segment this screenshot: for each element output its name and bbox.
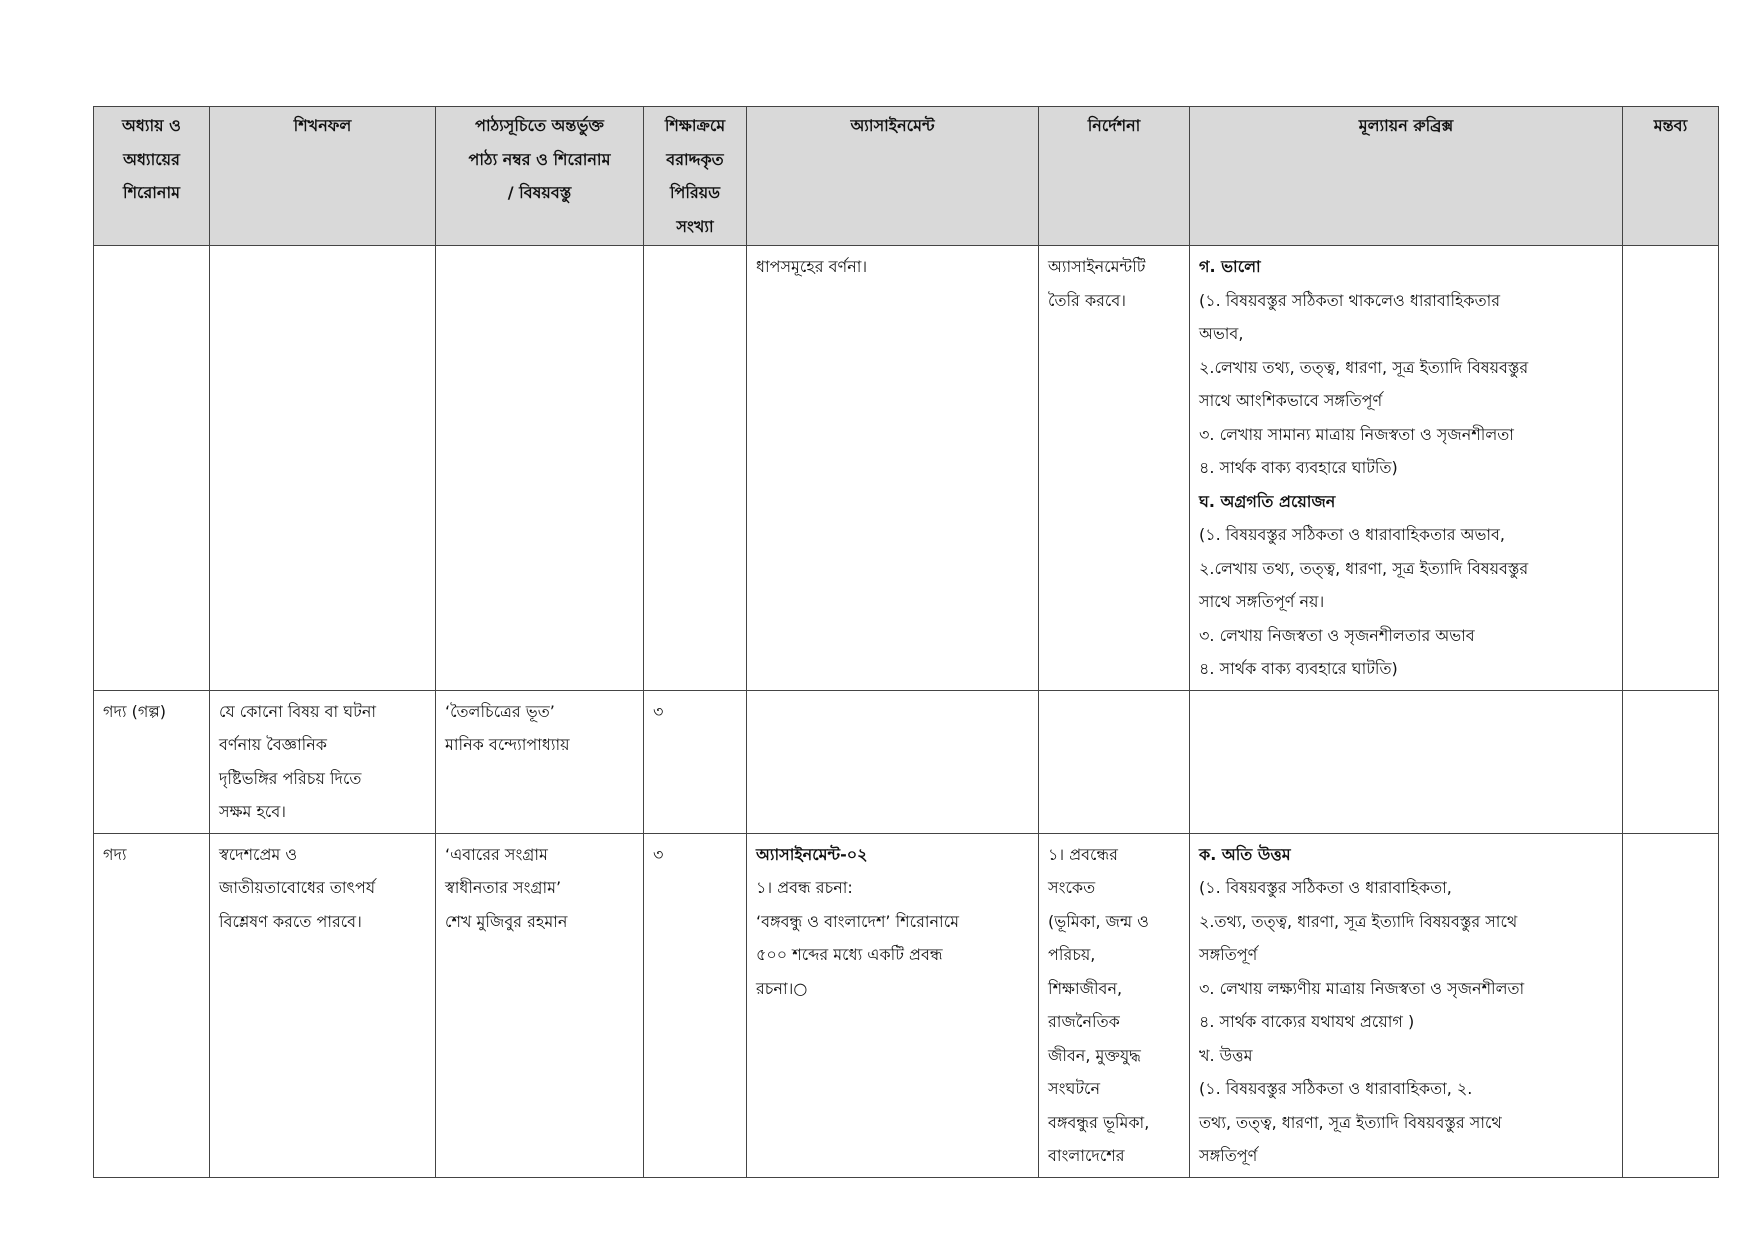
- periods-value: ৩: [653, 701, 664, 721]
- cell-rubric: [1190, 833, 1623, 1177]
- header-line: শিখনফল: [293, 116, 352, 135]
- content-line: ‘তৈলচিত্রের ভূত’: [445, 701, 555, 721]
- rubric-line: ২.লেখায় তথ্য, তত্ত্ব, ধারণা, সূত্র ইত্যাদি বিষয়বস্তুর: [1199, 558, 1529, 578]
- rubric-line: (১. বিষয়বস্তুর সঠিকতা ও ধারাবাহিকতার অভাব,: [1199, 525, 1506, 544]
- header-rubric: [1190, 107, 1623, 246]
- cell-instruction: [1039, 833, 1190, 1177]
- header-line: পিরিয়ড: [669, 183, 721, 202]
- rubric-line: ৩. লেখায় সামান্য মাত্রায় নিজস্বতা ও সৃজনশীলতা: [1199, 424, 1514, 444]
- header-line: সংখ্যা: [676, 216, 714, 236]
- outcome-line: জাতীয়তাবোধের তাৎপর্য: [219, 878, 376, 897]
- cell-outcome: [210, 690, 436, 833]
- table-row: [94, 690, 1719, 833]
- header-line: পাঠ্য নম্বর ও শিরোনাম: [468, 149, 611, 169]
- header-line: মূল্যায়ন রুব্রিক্স: [1358, 116, 1454, 135]
- rubric-line: অভাব,: [1199, 324, 1244, 343]
- instruction-line: রাজনৈতিক: [1048, 1012, 1120, 1031]
- header-instruction: [1039, 107, 1190, 246]
- instruction-line: (ভূমিকা, জন্ম ও: [1048, 911, 1149, 931]
- content-line: মানিক বন্দ্যোপাধ্যায়: [445, 735, 570, 754]
- cell-content: [436, 833, 644, 1177]
- header-line: বরাদ্দকৃত: [666, 149, 724, 169]
- instruction-line: বাংলাদেশের: [1048, 1146, 1125, 1165]
- cell-chapter: [94, 833, 210, 1177]
- rubric-line: ৪. সার্থক বাক্য ব্যবহারে ঘাটতি): [1199, 458, 1398, 477]
- rubric-line: (১. বিষয়বস্তুর সঠিকতা থাকলেও ধারাবাহিকতার: [1199, 290, 1501, 310]
- header-line: অ্যাসাইনমেন্ট: [850, 116, 935, 135]
- assignment-line: ধাপসমূহের বর্ণনা।: [756, 257, 868, 276]
- rubric-line: সঙ্গতিপূর্ণ: [1199, 1146, 1258, 1165]
- content-line: শেখ মুজিবুর রহমান: [445, 911, 568, 931]
- header-periods: [644, 107, 747, 246]
- instruction-line: সংঘটনে: [1048, 1079, 1101, 1098]
- rubric-line: তথ্য, তত্ত্ব, ধারণা, সূত্র ইত্যাদি বিষয়বস্তুর সাথে: [1199, 1112, 1502, 1132]
- cell-periods: [644, 833, 747, 1177]
- header-line: / বিষয়বস্তু: [507, 183, 572, 202]
- rubric-line: ২.তথ্য, তত্ত্ব, ধারণা, সূত্র ইত্যাদি বিষয়বস্তুর সাথে: [1199, 911, 1518, 931]
- rubric-line: ৪. সার্থক বাক্য ব্যবহারে ঘাটতি): [1199, 659, 1398, 678]
- cell-instruction: [1039, 246, 1190, 691]
- cell-remarks: [1623, 690, 1719, 833]
- cell-assignment: [747, 833, 1039, 1177]
- rubric-line: সাথে আংশিকভাবে সঙ্গতিপূর্ণ: [1199, 391, 1383, 410]
- table-row: [94, 833, 1719, 1177]
- cell-rubric: [1190, 690, 1623, 833]
- instruction-line: জীবন, মুক্তযুদ্ধ: [1048, 1045, 1141, 1065]
- cell-chapter: [94, 246, 210, 691]
- header-line: অধ্যায়ের: [123, 149, 180, 169]
- cell-remarks: [1623, 833, 1719, 1177]
- outcome-line: সক্ষম হবে।: [219, 802, 286, 821]
- header-line: নির্দেশনা: [1087, 116, 1141, 135]
- instruction-line: শিক্ষাজীবন,: [1048, 978, 1123, 998]
- instruction-line: অ্যাসাইনমেন্টটি: [1048, 257, 1146, 276]
- header-line: মন্তব্য: [1653, 116, 1688, 135]
- outcome-line: যে কোনো বিষয় বা ঘটনা: [219, 701, 377, 721]
- header-line: শিরোনাম: [123, 183, 180, 202]
- rubric-line: সাথে সঙ্গতিপূর্ণ নয়।: [1199, 592, 1325, 611]
- rubric-line: (১. বিষয়বস্তুর সঠিকতা ও ধারাবাহিকতা, ২.: [1199, 1079, 1473, 1098]
- instruction-line: তৈরি করবে।: [1048, 290, 1126, 310]
- instruction-line: পরিচয়,: [1048, 945, 1096, 964]
- instruction-line: ১। প্রবন্ধের: [1048, 844, 1118, 864]
- assignment-line: ‘বঙ্গবন্ধু ও বাংলাদেশ’ শিরোনামে: [756, 911, 960, 931]
- rubric-line: ২.লেখায় তথ্য, তত্ত্ব, ধারণা, সূত্র ইত্যাদি বিষয়বস্তুর: [1199, 357, 1529, 377]
- rubric-line: খ. উত্তম: [1199, 1045, 1253, 1065]
- header-line: অধ্যায় ও: [122, 116, 181, 135]
- cell-periods: [644, 246, 747, 691]
- outcome-line: দৃষ্টিভঙ্গির পরিচয় দিতে: [219, 768, 362, 788]
- instruction-line: বঙ্গবন্ধুর ভূমিকা,: [1048, 1112, 1150, 1132]
- header-remarks: [1623, 107, 1719, 246]
- cell-content: [436, 690, 644, 833]
- outcome-line: বিশ্লেষণ করতে পারবে।: [219, 911, 362, 931]
- header-row: [94, 107, 1719, 246]
- rubric-line: ক. অতি উত্তম: [1199, 844, 1291, 864]
- cell-rubric: [1190, 246, 1623, 691]
- header-chapter: [94, 107, 210, 246]
- chapter-line: গদ্য: [103, 844, 127, 864]
- header-assignment: [747, 107, 1039, 246]
- assignment-line: ৫০০ শব্দের মধ্যে একটি প্রবন্ধ: [756, 945, 943, 964]
- rubric-line: ৩. লেখায় লক্ষ্যণীয় মাত্রায় নিজস্বতা ও সৃজনশীলতা: [1199, 978, 1525, 998]
- rubric-line: গ. ভালো: [1199, 257, 1261, 276]
- rubric-line: ৪. সার্থক বাক্যের যথাযথ প্রয়োগ ): [1199, 1012, 1415, 1031]
- cell-assignment: [747, 246, 1039, 691]
- cell-remarks: [1623, 246, 1719, 691]
- cell-periods: [644, 690, 747, 833]
- rubric-line: (১. বিষয়বস্তুর সঠিকতা ও ধারাবাহিকতা,: [1199, 878, 1452, 897]
- rubric-line: ৩. লেখায় নিজস্বতা ও সৃজনশীলতার অভাব: [1199, 625, 1475, 645]
- table-row: [94, 246, 1719, 691]
- assignment-line: ১। প্রবন্ধ রচনা:: [756, 878, 853, 897]
- rubric-line: ঘ. অগ্রগতি প্রয়োজন: [1199, 491, 1336, 511]
- cell-chapter: [94, 690, 210, 833]
- outcome-line: বর্ণনায় বৈজ্ঞানিক: [219, 735, 327, 754]
- assignment-line: অ্যাসাইনমেন্ট-০২: [756, 844, 868, 864]
- chapter-line: গদ্য (গল্প): [103, 701, 167, 721]
- content-line: স্বাধীনতার সংগ্রাম’: [445, 878, 562, 897]
- periods-value: ৩: [653, 844, 664, 864]
- instruction-line: সংকেত: [1048, 878, 1096, 897]
- outcome-line: স্বদেশপ্রেম ও: [219, 844, 298, 864]
- cell-content: [436, 246, 644, 691]
- cell-outcome: [210, 246, 436, 691]
- table-body: [94, 246, 1719, 1178]
- content-line: ‘এবারের সংগ্রাম: [445, 844, 548, 864]
- assignment-line: রচনা।○: [756, 978, 808, 998]
- header-line: শিক্ষাক্রমে: [664, 116, 726, 135]
- cell-outcome: [210, 833, 436, 1177]
- header-line: পাঠ্যসূচিতে অন্তর্ভুক্ত: [475, 116, 604, 135]
- cell-assignment: [747, 690, 1039, 833]
- cell-instruction: [1039, 690, 1190, 833]
- header-content: [436, 107, 644, 246]
- header-outcome: [210, 107, 436, 246]
- rubric-line: সঙ্গতিপূর্ণ: [1199, 945, 1258, 964]
- lesson-plan-table: [93, 106, 1719, 1178]
